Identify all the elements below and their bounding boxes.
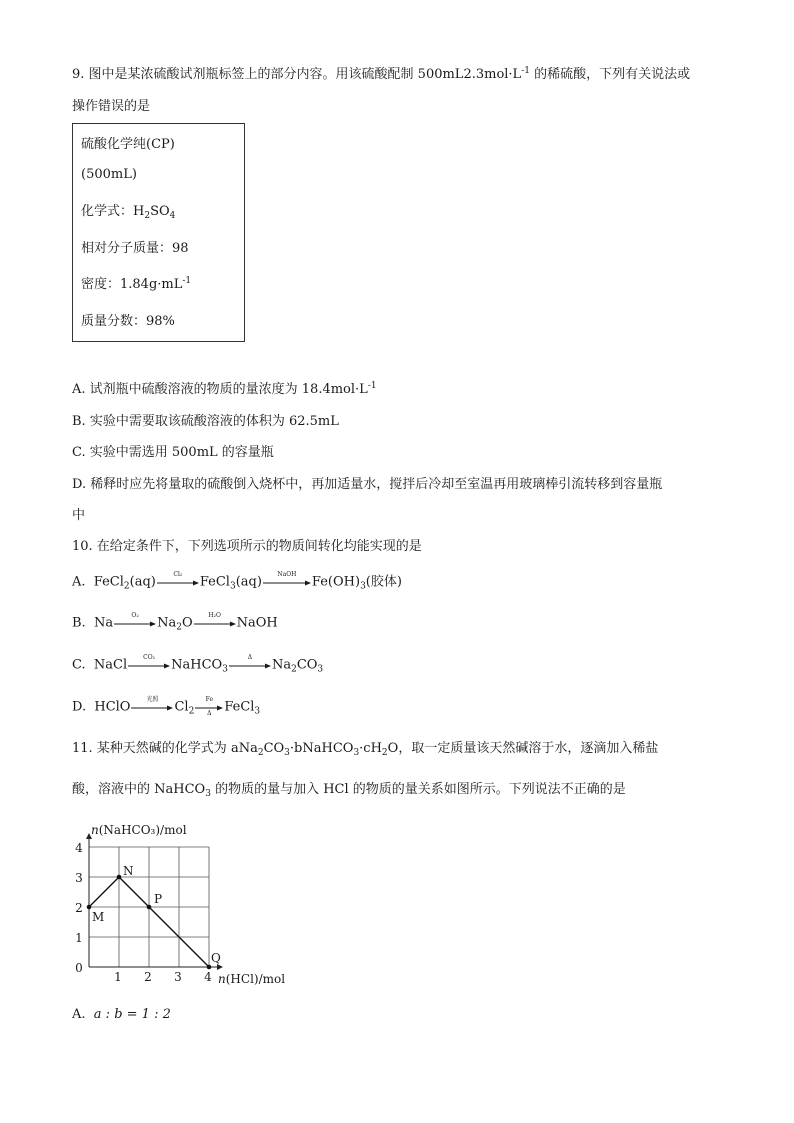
point-label-m: M xyxy=(92,910,105,924)
q10-stem: 10. 在给定条件下，下列选项所示的物质间转化均能实现的是 xyxy=(72,539,422,554)
q9-stem-line1: 9. 图中是某浓硫酸试剂瓶标签上的部分内容。用该硫酸配制 $500mL2.3mol\cdot L^{-1}$ 的稀硫酸，下列有关说法或 xyxy=(72,66,691,82)
q10-option-c: C. NaCl CO₂ NaHCO$_3$ Δ $Na_2CO_3$ xyxy=(72,654,324,675)
y-tick-label: 1 xyxy=(75,931,83,945)
q9-option-c: C. 实验中需选用 500mL 的容量瓶 xyxy=(72,445,274,460)
label-formula: 化学式：$H_2SO_4$ xyxy=(81,204,176,221)
reaction-arrow: O₂ xyxy=(114,614,156,632)
y-tick-label: 2 xyxy=(75,901,83,915)
nahco3-hcl-chart xyxy=(62,822,302,992)
reaction-arrow: Cl₂ xyxy=(157,573,199,591)
x-tick-label: 2 xyxy=(144,970,152,984)
y-tick-label: 4 xyxy=(75,841,83,855)
x-tick-label: 4 xyxy=(204,970,212,984)
q10-option-a: A. FeCl$_2$(aq) Cl₂ FeCl$_3$(aq) NaOH $Fe(OH)_3$(胶体) xyxy=(72,571,402,592)
point-label-n: N xyxy=(123,864,134,878)
reaction-arrow: 光照 xyxy=(131,698,173,716)
q11-stem-line2: 酸，溶液中的 NaHCO$_3$ 的物质的量与加入 HCl 的物质的量关系如图所示。下列说法不正确的是 xyxy=(72,782,626,799)
x-axis-label: n(HCl)/mol xyxy=(218,972,286,986)
data-point-n xyxy=(117,875,122,880)
reaction-arrow: H₂O xyxy=(194,614,236,632)
q11-option-a: A. a : b = 1 : 2 xyxy=(72,1007,171,1022)
reaction-arrow: Fe Δ xyxy=(195,698,223,716)
label-mass-fraction: 质量分数：98% xyxy=(81,314,175,329)
reaction-arrow: Δ xyxy=(229,656,271,674)
reaction-arrow: CO₂ xyxy=(128,656,170,674)
x-tick-label: 1 xyxy=(114,970,122,984)
q9-option-a: A. 试剂瓶中硫酸溶液的物质的量浓度为 $18.4mol\cdot L^{-1}$ xyxy=(72,381,377,397)
q9-option-d-line2: 中 xyxy=(72,508,86,523)
label-density: 密度：$1.84g\cdot mL^{-1}$ xyxy=(81,276,192,292)
x-tick-label: 3 xyxy=(174,970,182,984)
reagent-label-box xyxy=(72,123,245,342)
q10-option-d: D. HClO 光照 $Cl_2$ Fe Δ FeCl$_3$ xyxy=(72,696,261,717)
q10-option-b: B. Na O₂ $Na_2O$ H₂O NaOH xyxy=(72,612,278,633)
y-tick-label: 3 xyxy=(75,871,83,885)
point-label-q: Q xyxy=(211,951,221,965)
q11-stem-line1: 11. 某种天然碱的化学式为 $aNa_2CO_3\cdot bNaHCO_3\cdot cH_2O$，取一定质量该天然碱溶于水，逐滴加入稀盐 xyxy=(72,741,659,758)
reaction-arrow: NaOH xyxy=(263,573,311,591)
point-label-p: P xyxy=(154,892,163,906)
y-axis-label: n(NaHCO₃)/mol xyxy=(91,823,187,837)
q9-option-b: B. 实验中需要取该硫酸溶液的体积为 62.5mL xyxy=(72,414,339,429)
data-point-p xyxy=(147,905,152,910)
label-molar-mass: 相对分子质量：98 xyxy=(81,241,189,256)
data-point-m xyxy=(87,905,92,910)
q9-option-d-line1: D. 稀释时应先将量取的硫酸倒入烧杯中，再加适量水，搅拌后冷却至室温再用玻璃棒引流转移到容量瓶 xyxy=(72,477,663,492)
label-title: 硫酸化学纯(CP) xyxy=(81,137,175,152)
q9-stem-line2: 操作错误的是 xyxy=(72,99,151,114)
data-point-q xyxy=(207,965,212,970)
y-tick-label: 0 xyxy=(75,961,83,975)
label-volume: (500mL) xyxy=(81,167,137,182)
chart-labels xyxy=(91,823,285,986)
